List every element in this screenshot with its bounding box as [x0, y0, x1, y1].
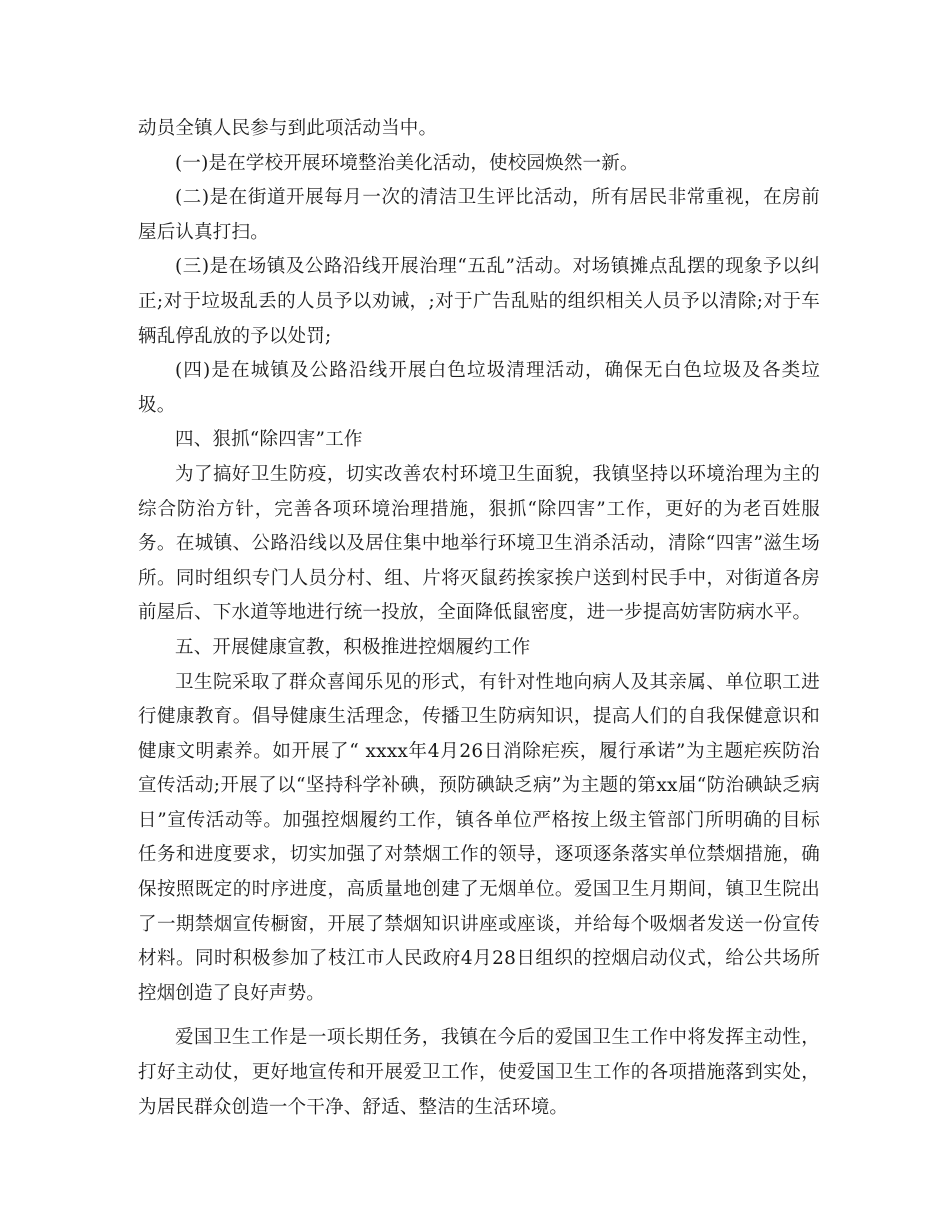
paragraph-item-3: (三)是在场镇及公路沿线开展治理“五乱”活动。对场镇摊点乱摆的现象予以纠正;对于垃圾乱丢的人员予以劝诫，;对于广告乱贴的组织相关人员予以清除;对于车辆乱停乱放的予以处罚;: [138, 256, 820, 347]
paragraph-pest-control: 为了搞好卫生防疫，切实改善农村环境卫生面貌，我镇坚持以环境治理为主的综合防治方针，完善各项环境治理措施，狠抓“除四害”工作，更好的为老百姓服务。在城镇、公路沿线以及居住集中地举行环境卫生消杀活动，清除“四害”滋生场所。同时组织专门人员分村、组、片将灭鼠药挨家挨户送到村民手中，对街道各房前屋后、下水道等地进行统一投放，全面降低鼠密度，进一步提高妨害防病水平。: [138, 463, 820, 624]
paragraph-conclusion: 爱国卫生工作是一项长期任务，我镇在今后的爱国卫生工作中将发挥主动性，打好主动仗，更好地宣传和开展爱卫工作，使爱国卫生工作的各项措施落到实处，为居民群众创造一个干净、舒适、整洁的生活环境。: [138, 1027, 820, 1118]
paragraph-continuation: 动员全镇人民参与到此项活动当中。: [138, 118, 438, 139]
paragraph-item-2: (二)是在街道开展每月一次的清洁卫生评比活动，所有居民非常重视，在房前屋后认真打扫。: [138, 187, 820, 243]
section-heading-5: 五、开展健康宣教，积极推进控烟履约工作: [175, 636, 531, 658]
paragraph-health-education: 卫生院采取了群众喜闻乐见的形式，有针对性地向病人及其亲属、单位职工进行健康教育。倡导健康生活理念，传播卫生防病知识，提高人们的自我保健意识和健康文明素养。如开展了“ xxxx年4月26日消除疟疾，履行承诺”为主题疟疾防治宣传活动;开展了以“坚持科学补碘，预防碘缺乏病”为主题的第xx届“防治碘缺乏病日”宣传活动等。加强控烟履约工作，镇各单位严格按上级主管部门所明确的目标任务和进度要求，切实加强了对禁烟工作的领导，逐项逐条落实单位禁烟措施，确保按照既定的时序进度，高质量地创建了无烟单位。爱国卫生月期间，镇卫生院出了一期禁烟宣传橱窗，开展了禁烟知识讲座或座谈，并给每个吸烟者发送一份宣传材料。同时积极参加了枝江市人民政府4月28日组织的控烟启动仪式，给公共场所控烟创造了良好声势。: [138, 671, 820, 1004]
paragraph-item-1: (一)是在学校开展环境整治美化活动，使校园焕然一新。: [175, 152, 639, 174]
paragraph-item-4: (四)是在城镇及公路沿线开展白色垃圾清理活动，确保无白色垃圾及各类垃圾。: [138, 360, 820, 416]
document-body: [138, 112, 820, 1125]
section-heading-4: 四、狠抓“除四害”工作: [175, 429, 363, 451]
